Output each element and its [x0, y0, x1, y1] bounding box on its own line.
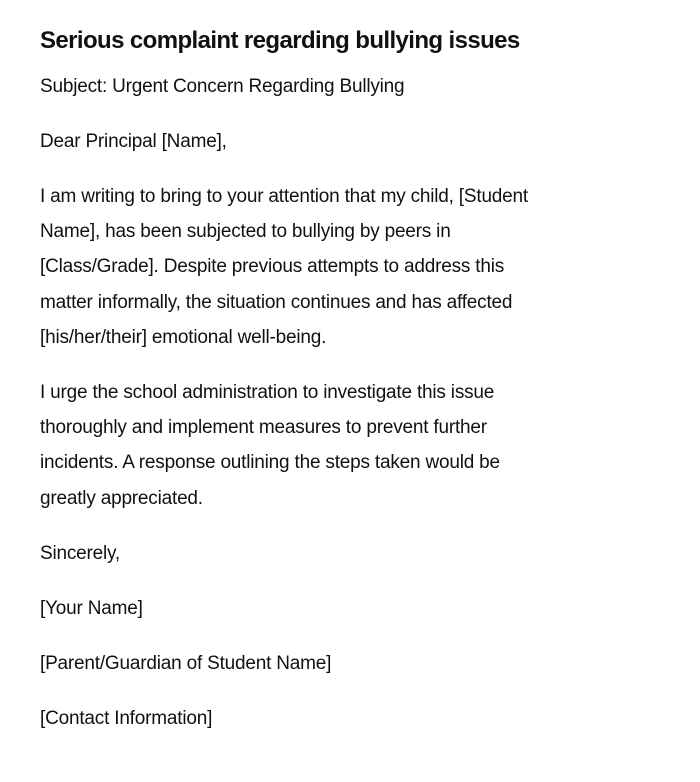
paragraph-line: matter informally, the situation continues and has affected — [40, 291, 513, 313]
signature-name: [Your Name] — [40, 598, 143, 619]
closing: Sincerely, — [40, 543, 121, 564]
paragraph-line: thoroughly and implement measures to prevent further — [40, 417, 487, 439]
paragraph-line: [Class/Grade]. Despite previous attempts to address this — [40, 256, 505, 278]
paragraph-line: incidents. A response outlining the steps taken would be — [40, 452, 500, 474]
signature-role: [Parent/Guardian of Student Name] — [40, 653, 332, 674]
paragraph-line: greatly appreciated. — [40, 487, 203, 509]
signature-contact: [Contact Information] — [40, 708, 213, 729]
body-paragraph-2 — [40, 375, 500, 516]
salutation: Dear Principal [Name], — [40, 131, 227, 152]
paragraph-line: [his/her/their] emotional well-being. — [40, 326, 327, 348]
paragraph-line: Name], has been subjected to bullying by peers in — [40, 221, 451, 243]
page-title: Serious complaint regarding bullying issues — [40, 27, 520, 54]
paragraph-line: I urge the school administration to investigate this issue — [40, 382, 495, 403]
subject-line: Subject: Urgent Concern Regarding Bullying — [40, 76, 405, 97]
paragraph-line: I am writing to bring to your attention that my child, [Student — [40, 186, 528, 207]
body-paragraph-1 — [40, 179, 528, 355]
